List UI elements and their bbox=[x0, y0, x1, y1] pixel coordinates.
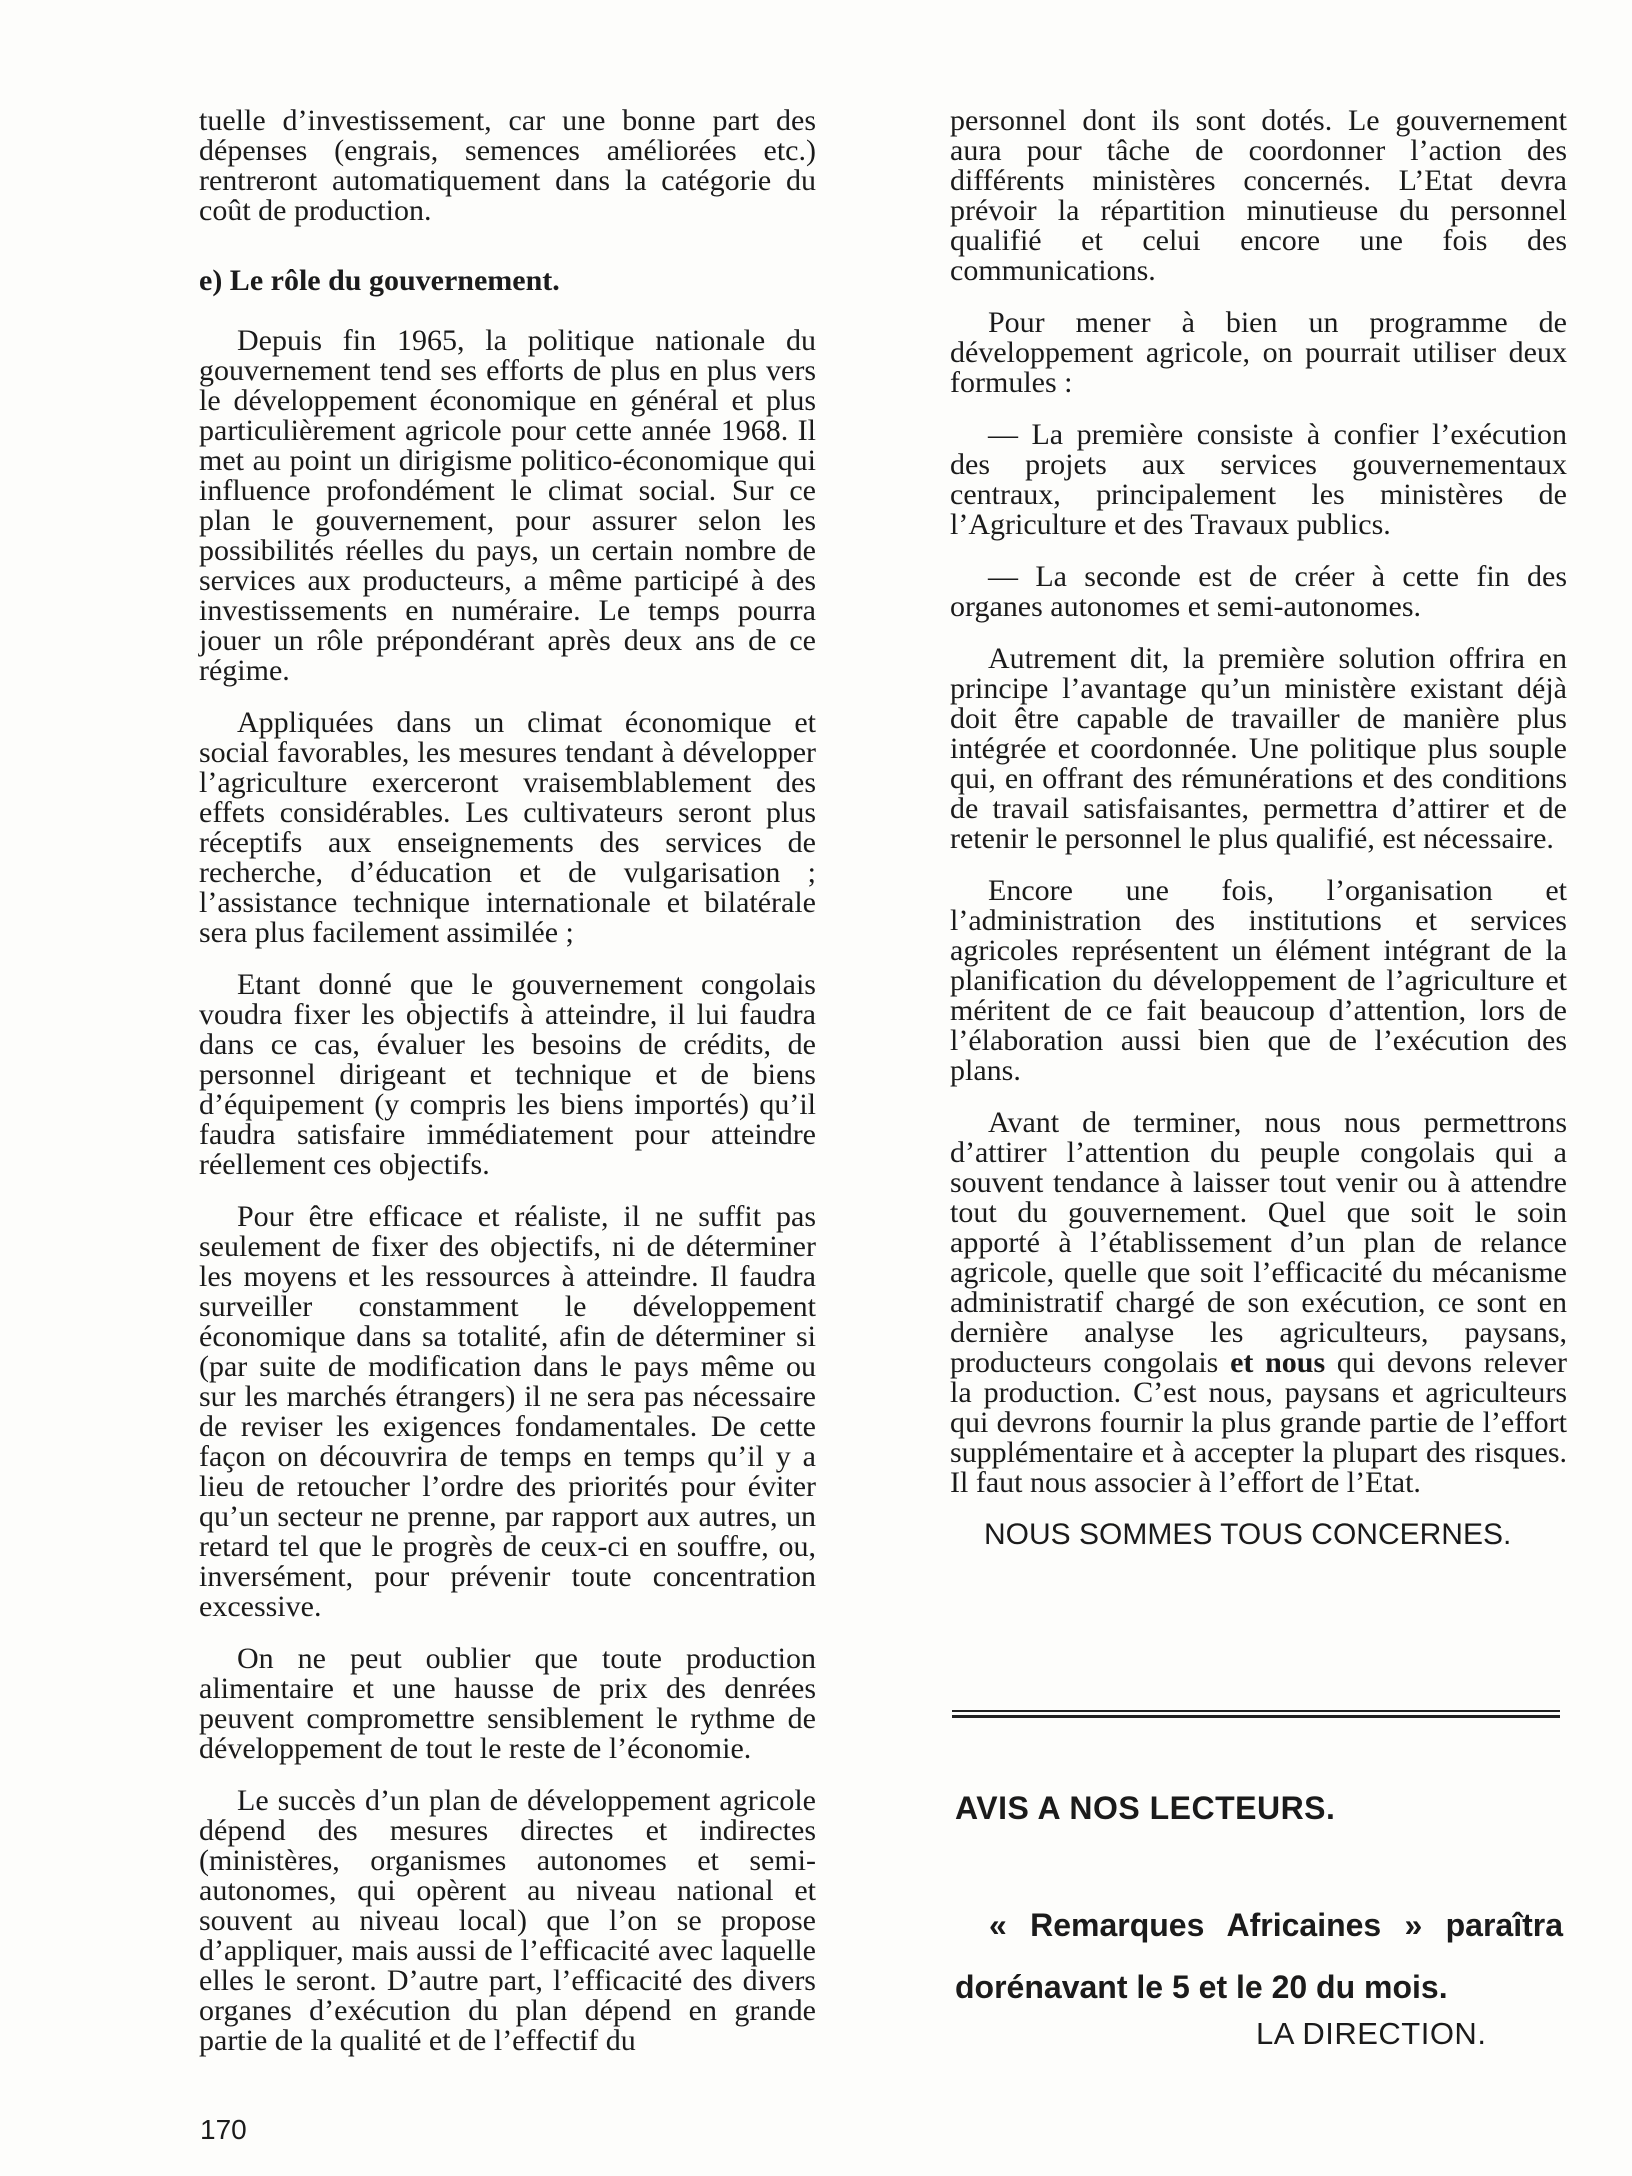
paragraph bbox=[950, 1108, 1567, 1498]
emphasis-text: et nous bbox=[1230, 1346, 1326, 1379]
divider-line bbox=[952, 1710, 1560, 1712]
page-number: 170 bbox=[200, 2114, 247, 2145]
notice-signature: LA DIRECTION. bbox=[1256, 2016, 1487, 2051]
paragraph: Encore une fois, l’organisation et l’administration des institutions et services agricoles représentent un élément intégrant de la planification du développement de l’agriculture et méritent de ce fait beaucoup d’attention, lors de l’élaboration aussi bien que de l’exécution des plans. bbox=[950, 874, 1567, 1087]
paragraph: Le succès d’un plan de développement agricole dépend des mesures directes et indirectes (ministères, organismes autonomes et semi-autonomes, qui opèrent au niveau national et souvent au niveau local) que l’on se propose d’appliquer, mais aussi de l’efficacité avec laquelle elles le seront. D’autre part, l’efficacité des divers organes d’exécution du plan dépend en grande partie de la qualité et de l’effectif du bbox=[199, 1784, 816, 2057]
section-heading: e) Le rôle du gouvernement. bbox=[199, 264, 560, 297]
notice-title: AVIS A NOS LECTEURS. bbox=[955, 1790, 1336, 1826]
right-column bbox=[950, 106, 1567, 1572]
paragraph-continued: personnel dont ils sont dotés. Le gouvernement aura pour tâche de coordonner l’action des différents ministères concernés. L’Etat devra prévoir la répartition minutieuse du personnel qualifié et celui encore une fois des communications. bbox=[950, 104, 1567, 287]
paragraph-continued: tuelle d’investissement, car une bonne part des dépenses (engrais, semences améliorées etc.) rentreront automatiquement dans la catégorie du coût de production. bbox=[199, 104, 816, 227]
closing-statement: NOUS SOMMES TOUS CONCERNES. bbox=[984, 1518, 1512, 1551]
notice-body: « Remarques Africaines » paraîtra dorénavant le 5 et le 20 du mois. bbox=[955, 1907, 1563, 2005]
paragraph: — La première consiste à confier l’exécution des projets aux services gouvernementaux centraux, principalement les ministères de l’Agriculture et des Travaux publics. bbox=[950, 418, 1567, 541]
paragraph: Appliquées dans un climat économique et social favorables, les mesures tendant à développer l’agriculture exerceront vraisemblablement des effets considérables. Les cultivateurs seront plus réceptifs aux enseignements des services de recherche, d’éducation et de vulgarisation ; l’assistance technique internationale et bilatérale sera plus facilement assimilée ; bbox=[199, 706, 816, 949]
paragraph: Autrement dit, la première solution offrira en principe l’avantage qu’un ministère existant déjà doit être capable de travailler de manière plus intégrée et coordonnée. Une politique plus souple qui, en offrant des rémunérations et des conditions de travail satisfaisantes, permettra d’attirer et de retenir le personnel le plus qualifié, est nécessaire. bbox=[950, 642, 1567, 855]
paragraph: Depuis fin 1965, la politique nationale du gouvernement tend ses efforts de plus en plus vers le développement économique en général et plus particulièrement agricole pour cette année 1968. Il met au point un dirigisme politico-économique qui influence profondément le climat social. Sur ce plan le gouvernement, pour assurer selon les possibilités réelles du pays, un certain nombre de services aux producteurs, a même participé à des investissements en numéraire. Le temps pourra jouer un rôle prépondérant après deux ans de ce régime. bbox=[199, 324, 816, 687]
paragraph: On ne peut oublier que toute production alimentaire et une hausse de prix des denrées peuvent compromettre sensiblement le rythme de développement de tout le reste de l’économie. bbox=[199, 1642, 816, 1765]
paragraph: Pour être efficace et réaliste, il ne suffit pas seulement de fixer des objectifs, ni de déterminer les moyens et les ressources à atteindre. Il faudra surveiller constamment le développement économique dans sa totalité, afin de déterminer si (par suite de modification dans le pays même ou sur les marchés étrangers) il ne sera pas nécessaire de reviser les exigences fondamentales. De cette façon on découvrira de temps en temps qu’il y a lieu de retoucher l’ordre des priorités pour éviter qu’un secteur ne prenne, par rapport aux autres, un retard tel que le progrès de ceux-ci en souffre, ou, inversément, pour prévenir toute concentration excessive. bbox=[199, 1200, 816, 1623]
divider-line bbox=[952, 1715, 1560, 1718]
paragraph: Etant donné que le gouvernement congolais voudra fixer les objectifs à atteindre, il lui faudra dans ce cas, évaluer les besoins de crédits, de personnel dirigeant et technique et de biens d’équipement (y compris les biens importés) qu’il faudra satisfaire immédiatement pour atteindre réellement ces objectifs. bbox=[199, 968, 816, 1181]
paragraph-text: qui devons relever la production. C’est nous, paysans et agriculteurs qui devrons fournir la plus grande partie de l’effort supplémentaire et à accepter la plupart des risques. Il faut nous associer à l’effort de l’Etat. bbox=[950, 1346, 1567, 1499]
paragraph-text: Avant de terminer, nous nous permettrons d’attirer l’attention du peuple congolais qui a souvent tendance à laisser tout venir ou à attendre tout du gouvernement. Quel que soit le soin apporté à l’établissement d’un plan de relance agricole, quelle que soit l’efficacité du mécanisme administratif chargé de son exécution, ce sont en dernière analyse les agriculteurs, paysans, producteurs congolais bbox=[950, 1106, 1567, 1379]
section-divider bbox=[952, 1710, 1560, 1721]
left-column bbox=[199, 106, 816, 2078]
paragraph: Pour mener à bien un programme de développement agricole, on pourrait utiliser deux formules : bbox=[950, 306, 1567, 399]
paragraph: — La seconde est de créer à cette fin des organes autonomes et semi-autonomes. bbox=[950, 560, 1567, 623]
